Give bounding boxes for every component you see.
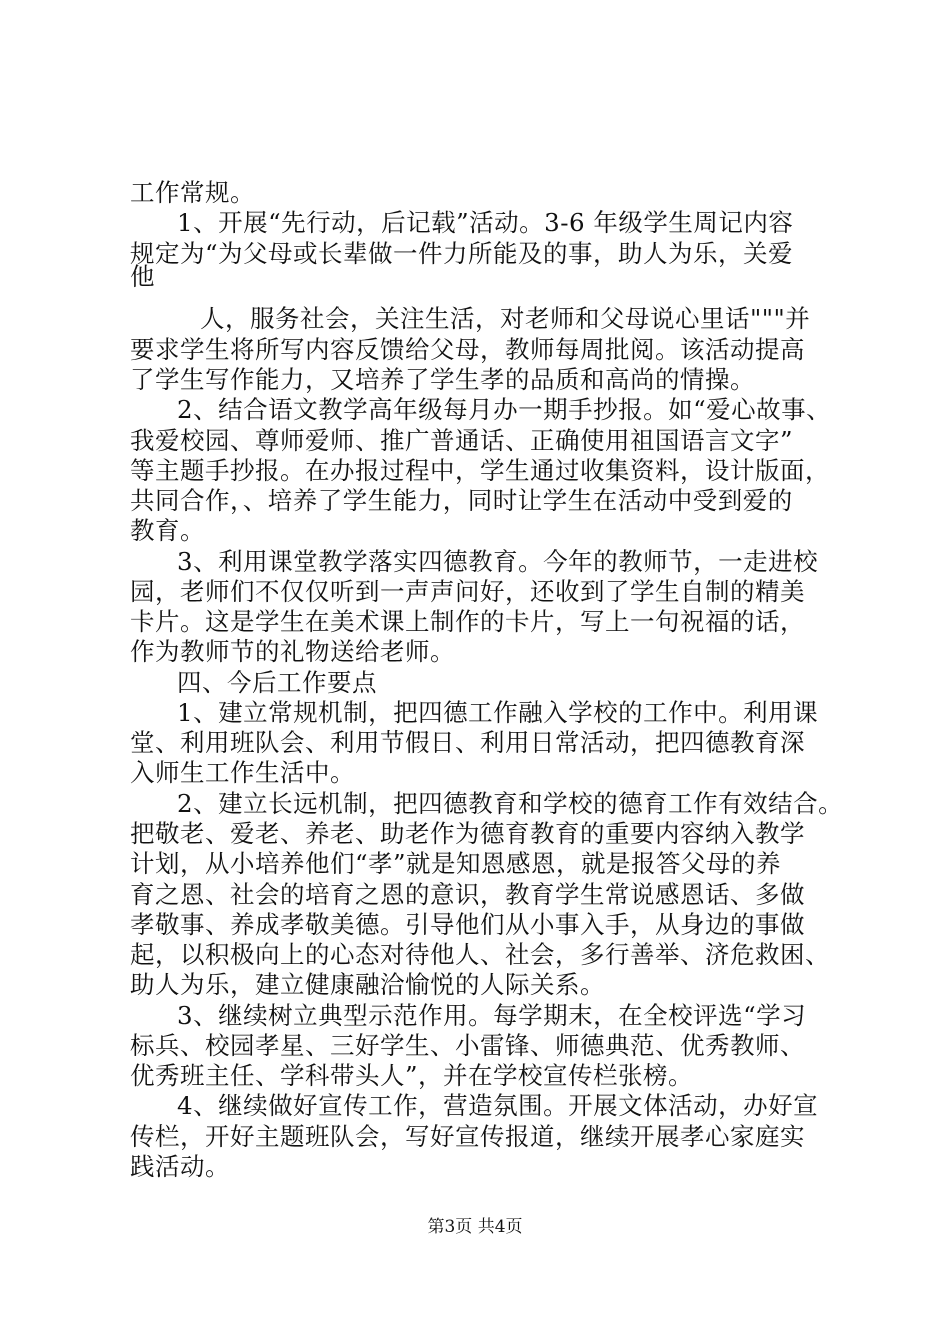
section-heading: 四、今后工作要点	[177, 668, 377, 697]
text-line: 践活动。	[130, 1152, 230, 1181]
text-line: 标兵、校园孝星、三好学生、小雷锋、师德典范、优秀教师、	[130, 1031, 805, 1060]
text-line: 卡片。这是学生在美术课上制作的卡片，写上一句祝福的话，	[130, 607, 805, 636]
text-line: 传栏，开好主题班队会，写好宣传报道，继续开展孝心家庭实	[130, 1122, 805, 1151]
text-line: 3、继续树立典型示范作用。每学期末，在全校评选“学习	[177, 1001, 807, 1030]
text-line: 1、开展“先行动，后记载”活动。3-6 年级学生周记内容	[177, 208, 794, 237]
text-line: 共同合作，、培养了学生能力，同时让学生在活动中受到爱的	[130, 486, 793, 515]
text-line: 规定为“为父母或长辈做一件力所能及的事，助人为乐，关爱	[130, 239, 794, 268]
text-line: 人，服务社会，关注生活，对老师和父母说心里话"""并	[200, 304, 811, 333]
text-line: 他	[130, 262, 155, 291]
text-line: 2、建立长远机制，把四德教育和学校的德育工作有效结合。	[177, 789, 844, 818]
text-line: 助人为乐，建立健康融洽愉悦的人际关系。	[130, 970, 605, 999]
text-line: 入师生工作生活中。	[130, 758, 355, 787]
text-line: 优秀班主任、学科带头人”，并在学校宣传栏张榜。	[130, 1061, 694, 1090]
text-line: 园，老师们不仅仅听到一声声问好，还收到了学生自制的精美	[130, 577, 805, 606]
text-line: 要求学生将所写内容反馈给父母，教师每周批阅。该活动提高	[130, 335, 805, 364]
page-footer: 第3页 共4页	[427, 1217, 523, 1237]
text-line: 等主题手抄报。在办报过程中，学生通过收集资料，设计版面，	[130, 456, 830, 485]
text-line: 教育。	[130, 516, 205, 545]
text-line: 3、利用课堂教学落实四德教育。今年的教师节，一走进校	[177, 547, 819, 576]
text-line: 1、建立常规机制，把四德工作融入学校的工作中。利用课	[177, 698, 819, 727]
text-line: 堂、利用班队会、利用节假日、利用日常活动，把四德教育深	[130, 728, 805, 757]
text-line: 孝敬事、养成孝敬美德。引导他们从小事入手，从身边的事做	[130, 910, 805, 939]
text-line: 作为教师节的礼物送给老师。	[130, 637, 455, 666]
text-line: 育之恩、社会的培育之恩的意识，教育学生常说感恩话、多做	[130, 880, 805, 909]
text-line: 起，以积极向上的心态对待他人、社会，多行善举、济危救困、	[130, 940, 830, 969]
text-line: 我爱校园、尊师爱师、推广普通话、正确使用祖国语言文字”	[130, 426, 794, 455]
text-line: 了学生写作能力，又培养了学生孝的品质和高尚的情操。	[130, 365, 755, 394]
text-line: 4、继续做好宣传工作，营造氛围。开展文体活动，办好宣	[177, 1091, 819, 1120]
text-line: 计划，从小培养他们“孝”就是知恩感恩，就是报答父母的养	[130, 849, 782, 878]
text-line: 把敬老、爱老、养老、助老作为德育教育的重要内容纳入教学	[130, 819, 805, 848]
text-line: 工作常规。	[130, 178, 255, 207]
text-line: 2、结合语文教学高年级每月办一期手抄报。如“爱心故事、	[177, 395, 832, 424]
